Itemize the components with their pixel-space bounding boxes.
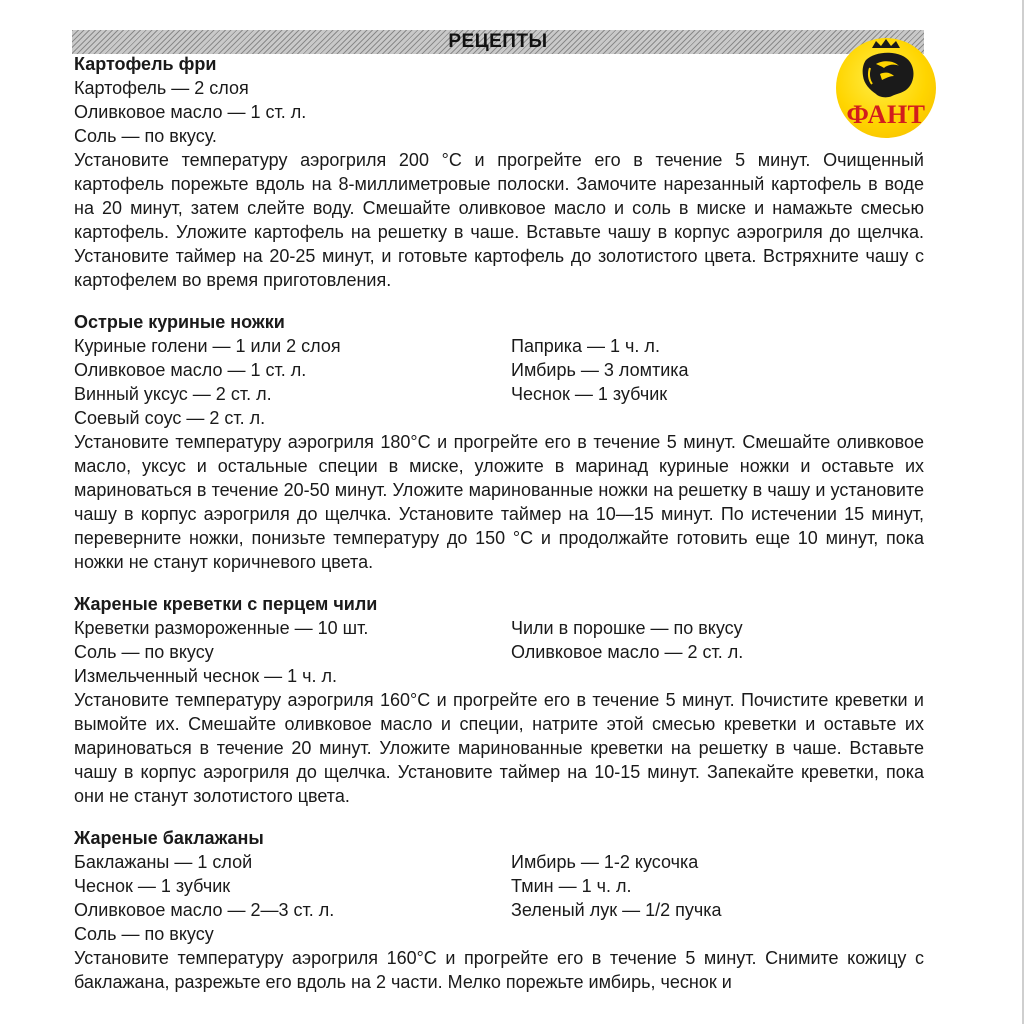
recipe-fries	[74, 52, 924, 292]
recipe-title: Жареные креветки с перцем чили	[74, 594, 378, 614]
recipe-title: Жареные баклажаны	[74, 828, 264, 848]
ingredients-left	[74, 616, 511, 688]
ingredients-right	[511, 616, 924, 688]
ingredient: Винный уксус — 2 ст. л.	[74, 384, 272, 404]
ingredients-grid	[74, 850, 924, 946]
recipe-title: Картофель фри	[74, 54, 217, 74]
ingredient: Чеснок — 1 зубчик	[511, 384, 668, 404]
ingredient: Чили в порошке — по вкусу	[511, 618, 743, 638]
recipe-instructions: Установите температуру аэрогриля 160°С и прогрейте его в течение 5 минут. Почистите креветки и вымойте их. Смешайте оливковое масло и специи, натрите этой смесью креветки и оставьте их мариноваться в течение 20 минут. Уложите маринованные креветки на решетку в чаше. Вставьте чашу в корпус аэрогриля до щелчка. Установите таймер на 10-15 минут. Запекайте креветки, пока они не станут золотистого цвета.	[74, 690, 924, 806]
ingredient: Оливковое масло — 1 ст. л.	[74, 360, 307, 380]
header-bar	[72, 30, 924, 54]
recipe-title: Острые куриные ножки	[74, 312, 285, 332]
recipe-eggplant	[74, 826, 924, 994]
ingredient: Соевый соус — 2 ст. л.	[74, 408, 266, 428]
ingredient: Измельченный чеснок — 1 ч. л.	[74, 666, 338, 686]
ingredient: Чеснок — 1 зубчик	[74, 876, 231, 896]
ingredient: Зеленый лук — 1/2 пучка	[511, 900, 722, 920]
ingredient: Оливковое масло — 1 ст. л.	[74, 102, 307, 122]
ingredient: Куриные голени — 1 или 2 слоя	[74, 336, 341, 356]
ingredient: Соль — по вкусу	[74, 924, 214, 944]
ingredients-left	[74, 850, 511, 946]
ingredient: Соль — по вкусу.	[74, 126, 217, 146]
ingredient: Тмин — 1 ч. л.	[511, 876, 632, 896]
ingredient: Имбирь — 3 ломтика	[511, 360, 689, 380]
ingredient: Картофель — 2 слоя	[74, 78, 249, 98]
recipe-instructions: Установите температуру аэрогриля 160°С и прогрейте его в течение 5 минут. Снимите кожицу с баклажана, разрежьте его вдоль на 2 части. Мелко порежьте имбирь, чеснок и	[74, 948, 924, 992]
ingredients-right	[511, 334, 924, 430]
ingredient: Паприка — 1 ч. л.	[511, 336, 660, 356]
logo-text: ФАНТ	[846, 100, 926, 129]
ingredients-left	[74, 334, 511, 430]
ingredients-grid	[74, 334, 924, 430]
recipes-content	[74, 52, 924, 994]
ingredient: Оливковое масло — 2—3 ст. л.	[74, 900, 335, 920]
page-title: РЕЦЕПТЫ	[448, 31, 548, 52]
ingredient: Имбирь — 1-2 кусочка	[511, 852, 699, 872]
ingredient: Оливковое масло — 2 ст. л.	[511, 642, 744, 662]
recipe-instructions: Установите температуру аэрогриля 180°С и прогрейте его в течение 5 минут. Смешайте оливковое масло, уксус и остальные специи в миске, уложите в маринад куриные ножки и оставьте их мариноваться в течение 20-50 минут. Уложите маринованные ножки на решетку в чашу и установите чашу в корпус аэрогриля до щелчка. Установите таймер на 10—15 минут. По истечении 15 минут, переверните ножки, понизьте температуру до 150 °С и продолжайте готовить еще 10 минут, пока ножки не станут коричневого цвета.	[74, 432, 924, 572]
ingredient: Соль — по вкусу	[74, 642, 214, 662]
recipe-chicken-legs	[74, 310, 924, 574]
ingredients-right	[511, 850, 924, 946]
ingredient: Креветки размороженные — 10 шт.	[74, 618, 369, 638]
recipe-instructions: Установите температуру аэрогриля 200 °С и прогрейте его в течение 5 минут. Очищенный картофель порежьте вдоль на 8-миллиметровые полоски. Замочите нарезанный картофель в воде на 20 минут, затем слейте воду. Смешайте оливковое масло и соль в миске и намажьте смесью картофель. Уложите картофель на решетку в чаше. Вставьте чашу в корпус аэрогриля до щелчка. Установите таймер на 20-25 минут, и готовьте картофель до золотистого цвета. Встряхните чашу с картофелем во время приготовления.	[74, 150, 924, 290]
ingredient: Баклажаны — 1 слой	[74, 852, 253, 872]
recipe-shrimp	[74, 592, 924, 808]
ingredients-grid	[74, 616, 924, 688]
